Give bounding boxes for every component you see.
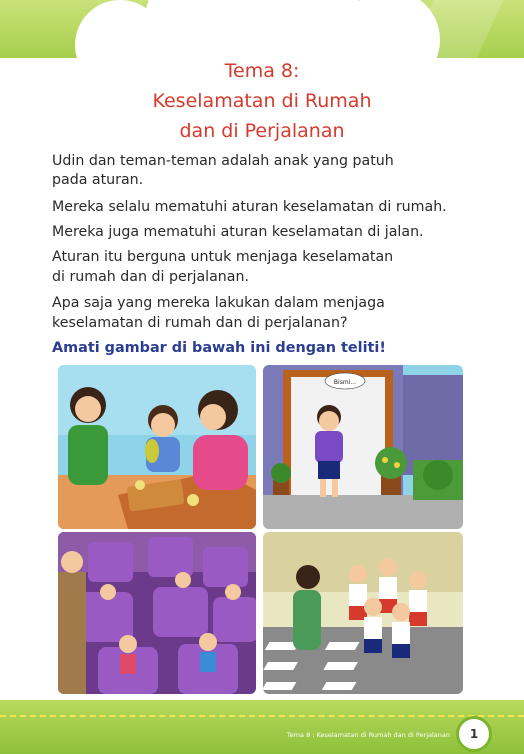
title-line-3: dan di Perjalanan: [179, 120, 345, 142]
paragraph-3: Mereka juga mematuhi aturan keselamatan di jalan.: [52, 224, 424, 240]
door-bubble-text: Bismi...: [333, 379, 357, 386]
illustration-crossing: [263, 532, 463, 694]
paragraph-5-line-2: keselamatan di rumah dan di perjalanan?: [52, 315, 348, 331]
page-number: 1: [456, 716, 492, 752]
paragraph-2: Mereka selalu mematuhi aturan keselamatan di rumah.: [52, 199, 447, 215]
paragraph-5-line-1: Apa saja yang mereka lakukan dalam menjaga: [52, 295, 385, 311]
bottom-band: [0, 700, 524, 754]
illustration-door: [263, 365, 463, 529]
paragraph-1-line-1: Udin dan teman-teman adalah anak yang patuh: [52, 153, 394, 169]
instruction: Amati gambar di bawah ini dengan teliti!: [52, 340, 386, 356]
illustration-bus: [58, 532, 256, 694]
paragraph-4-line-2: di rumah dan di perjalanan.: [52, 269, 249, 285]
dashed-divider: [0, 715, 524, 717]
paragraph-4-line-1: Aturan itu berguna untuk menjaga keselamatan: [52, 249, 394, 265]
title-line-1: Tema 8:: [224, 60, 300, 82]
footer-running-title: Tema 8 : Keselamatan di Rumah dan di Perjalanan: [286, 731, 450, 739]
title-line-2: Keselamatan di Rumah: [152, 90, 372, 112]
paragraph-1-line-2: pada aturan.: [52, 172, 144, 188]
illustration-kitchen: [58, 365, 256, 529]
